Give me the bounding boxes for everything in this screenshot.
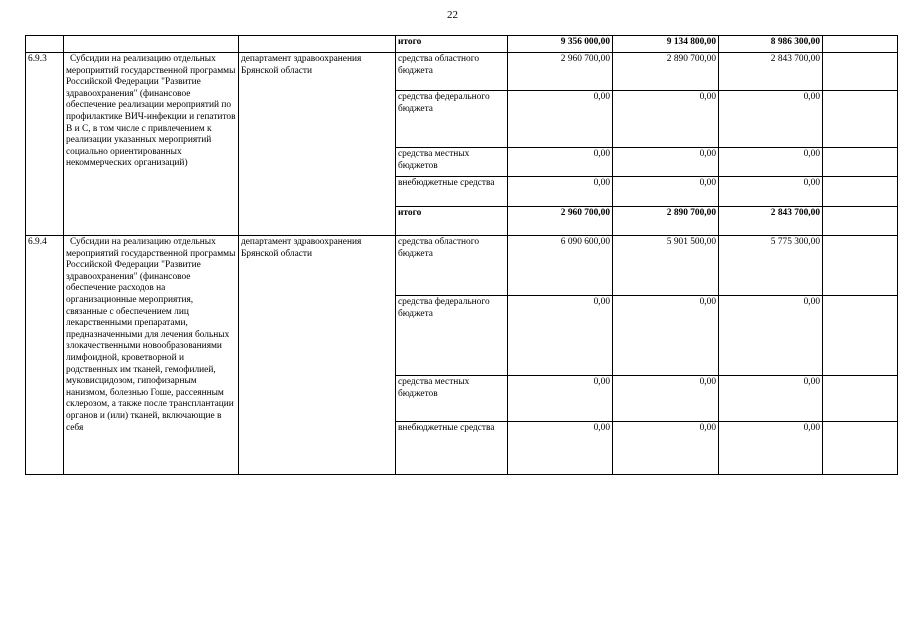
cell-empty: [823, 91, 898, 148]
total-value-3: 2 843 700,00: [719, 207, 823, 236]
section-executor: департамент здравоохранения Брянской области: [239, 53, 396, 236]
funding-source: средства областного бюджета: [396, 236, 508, 296]
section-index: 6.9.4: [26, 236, 64, 475]
cell-empty: [823, 36, 898, 53]
section-index: 6.9.3: [26, 53, 64, 236]
budget-table: [25, 35, 898, 475]
cell-empty: [823, 207, 898, 236]
table-row-top-total: [26, 36, 898, 53]
funding-value-3: 0,00: [719, 296, 823, 376]
section-executor: департамент здравоохранения Брянской области: [239, 236, 396, 475]
section-description: Субсидии на реализацию отдельных мероприятий государственной программы Российской Федерации "Развитие здравоохранения" (финансовое обеспечение расходов на организационные мероприятия, связанные с обеспечением лиц лекарственными препаратами, предназначенными для лечения больных злокачественными новообразованиями лимфоидной, кроветворной и родственных им тканей, гемофилией, муковисцидозом, гипофизарным нанизмом, болезнью Гоше, рассеянным склерозом, а также после трансплантации органов и (или) тканей, включающие в себя: [64, 236, 239, 475]
table-row: [26, 236, 898, 296]
funding-value-3: 0,00: [719, 376, 823, 422]
total-value-1: 2 960 700,00: [508, 207, 613, 236]
cell-empty: [26, 36, 64, 53]
funding-value-2: 5 901 500,00: [613, 236, 719, 296]
funding-source: средства областного бюджета: [396, 53, 508, 91]
cell-empty: [823, 296, 898, 376]
funding-value-2: 0,00: [613, 148, 719, 177]
cell-empty: [823, 376, 898, 422]
cell-empty: [823, 177, 898, 207]
total-value-3: 8 986 300,00: [719, 36, 823, 53]
total-value-2: 2 890 700,00: [613, 207, 719, 236]
funding-value-3: 0,00: [719, 148, 823, 177]
funding-value-2: 0,00: [613, 296, 719, 376]
funding-source: средства федерального бюджета: [396, 296, 508, 376]
total-value-2: 9 134 800,00: [613, 36, 719, 53]
cell-empty: [823, 53, 898, 91]
cell-empty: [823, 236, 898, 296]
section-description: Субсидии на реализацию отдельных мероприятий государственной программы Российской Федерации "Развитие здравоохранения" (финансовое обеспечение реализации мероприятий по профилактике ВИЧ-инфекции и гепатитов B и C, в том числе с привлечением к реализации указанных мероприятий социально ориентированных некоммерческих организаций): [64, 53, 239, 236]
funding-value-1: 2 960 700,00: [508, 53, 613, 91]
funding-value-3: 5 775 300,00: [719, 236, 823, 296]
funding-source: средства местных бюджетов: [396, 148, 508, 177]
cell-empty: [64, 36, 239, 53]
total-label: итого: [396, 36, 508, 53]
funding-value-1: 0,00: [508, 91, 613, 148]
page-number: 22: [447, 9, 458, 21]
funding-value-1: 0,00: [508, 148, 613, 177]
cell-empty: [239, 36, 396, 53]
cell-empty: [823, 148, 898, 177]
cell-empty: [823, 422, 898, 475]
funding-source: средства местных бюджетов: [396, 376, 508, 422]
funding-value-1: 0,00: [508, 177, 613, 207]
funding-source: внебюджетные средства: [396, 177, 508, 207]
funding-value-2: 0,00: [613, 91, 719, 148]
total-value-1: 9 356 000,00: [508, 36, 613, 53]
funding-source: внебюджетные средства: [396, 422, 508, 475]
funding-value-2: 2 890 700,00: [613, 53, 719, 91]
table-row: [26, 53, 898, 91]
funding-value-2: 0,00: [613, 422, 719, 475]
funding-value-1: 6 090 600,00: [508, 236, 613, 296]
funding-value-1: 0,00: [508, 376, 613, 422]
funding-value-1: 0,00: [508, 422, 613, 475]
funding-value-2: 0,00: [613, 376, 719, 422]
funding-value-3: 0,00: [719, 177, 823, 207]
funding-value-2: 0,00: [613, 177, 719, 207]
funding-value-1: 0,00: [508, 296, 613, 376]
funding-value-3: 2 843 700,00: [719, 53, 823, 91]
funding-source: средства федерального бюджета: [396, 91, 508, 148]
funding-value-3: 0,00: [719, 422, 823, 475]
funding-value-3: 0,00: [719, 91, 823, 148]
total-label: итого: [396, 207, 508, 236]
